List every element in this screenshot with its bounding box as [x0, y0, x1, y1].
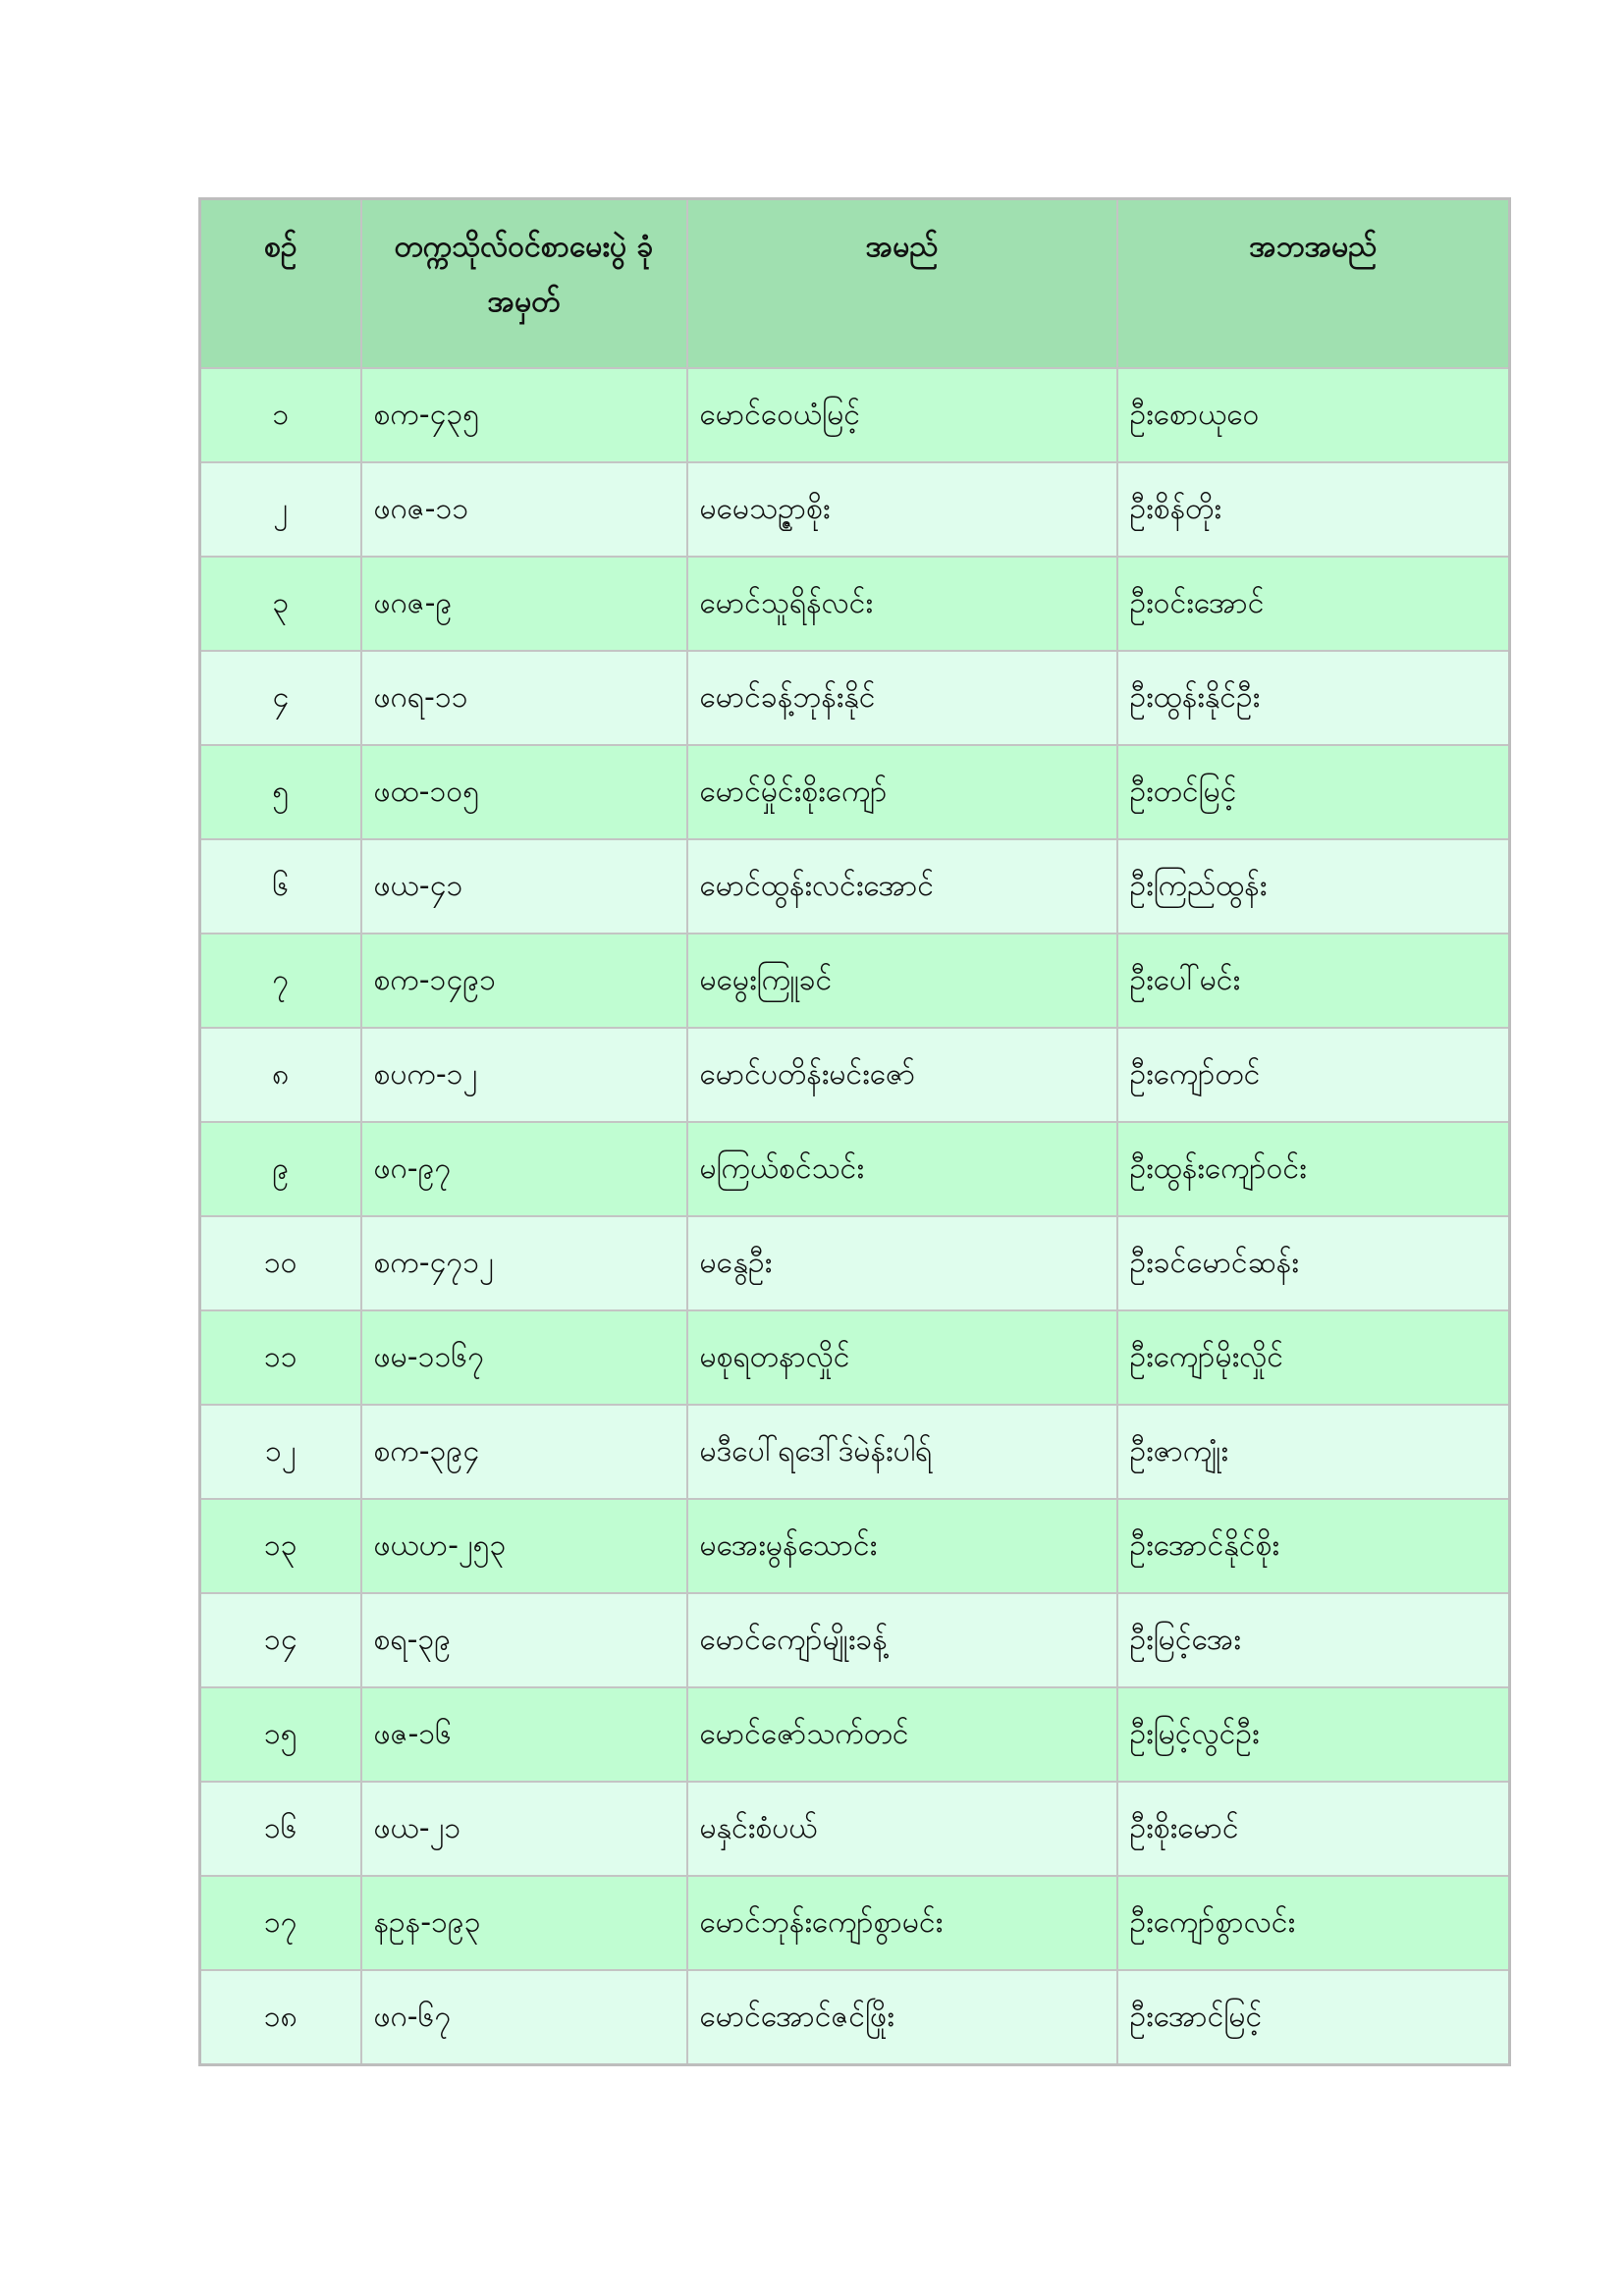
table-row — [200, 1876, 1510, 1970]
table-row — [200, 462, 1510, 557]
serial-number-cell: ၁၈ — [200, 1970, 361, 2065]
father-name-cell: ဦးတင်မြင့် — [1117, 745, 1510, 839]
table-row — [200, 557, 1510, 651]
name-cell: မစုရတနာလှိုင် — [687, 1310, 1117, 1405]
name-cell: မမေသဥ္ဇာစိုး — [687, 462, 1117, 557]
serial-number-cell: ၆ — [200, 839, 361, 934]
header-father-name: အဘအမည် — [1117, 199, 1510, 369]
results-table — [198, 197, 1511, 2066]
name-cell: မောင်အောင်ဇင်ဖြိုး — [687, 1970, 1117, 2065]
father-name-cell: ဦးစိန်တိုး — [1117, 462, 1510, 557]
table-row — [200, 1122, 1510, 1216]
table-row — [200, 1310, 1510, 1405]
table-row — [200, 651, 1510, 745]
serial-number-cell: ၇ — [200, 934, 361, 1028]
table-row — [200, 1782, 1510, 1876]
table-row — [200, 839, 1510, 934]
serial-number-cell: ၁၃ — [200, 1499, 361, 1593]
roll-number-cell: ဖဂ-၉၇ — [361, 1122, 687, 1216]
table-row — [200, 1499, 1510, 1593]
father-name-cell: ဦးပေါ်မင်း — [1117, 934, 1510, 1028]
name-cell: မောင်ဘုန်းကျော်စွာမင်း — [687, 1876, 1117, 1970]
father-name-cell: ဦးဝင်းအောင် — [1117, 557, 1510, 651]
serial-number-cell: ၁၁ — [200, 1310, 361, 1405]
father-name-cell: ဦးမြင့်လွင်ဦး — [1117, 1687, 1510, 1782]
name-cell: မောင်ဇော်သက်တင် — [687, 1687, 1117, 1782]
name-cell: မဒီပေါ်ရဒေါ်ဒ်မဲန်းပါရ် — [687, 1405, 1117, 1499]
roll-number-cell: ဖဂ-၆၇ — [361, 1970, 687, 2065]
father-name-cell: ဦးဇာကျုံး — [1117, 1405, 1510, 1499]
serial-number-cell: ၁၄ — [200, 1593, 361, 1687]
serial-number-cell: ၁၇ — [200, 1876, 361, 1970]
name-cell: မအေးမွန်သောင်း — [687, 1499, 1117, 1593]
table-row — [200, 1028, 1510, 1122]
roll-number-cell: ဖထ-၁၀၅ — [361, 745, 687, 839]
header-name: အမည် — [687, 199, 1117, 369]
serial-number-cell: ၄ — [200, 651, 361, 745]
serial-number-cell: ၅ — [200, 745, 361, 839]
serial-number-cell: ၁၅ — [200, 1687, 361, 1782]
father-name-cell: ဦးကြည်ထွန်း — [1117, 839, 1510, 934]
serial-number-cell: ၂ — [200, 462, 361, 557]
name-cell: မောင်ထွန်းလင်းအောင် — [687, 839, 1117, 934]
father-name-cell: ဦးကျော်စွာလင်း — [1117, 1876, 1510, 1970]
father-name-cell: ဦးကျော်မိုးလှိုင် — [1117, 1310, 1510, 1405]
roll-number-cell: နဥန-၁၉၃ — [361, 1876, 687, 1970]
roll-number-cell: ဖယ-၂၁ — [361, 1782, 687, 1876]
table-row — [200, 745, 1510, 839]
table-row — [200, 368, 1510, 462]
roll-number-cell: ဖဂဇ-၉ — [361, 557, 687, 651]
father-name-cell: ဦးစိုးမောင် — [1117, 1782, 1510, 1876]
serial-number-cell: ၁၂ — [200, 1405, 361, 1499]
serial-number-cell: ၉ — [200, 1122, 361, 1216]
table-row — [200, 1593, 1510, 1687]
roll-number-cell: စက-၁၄၉၁ — [361, 934, 687, 1028]
name-cell: မမွေးကြူခင် — [687, 934, 1117, 1028]
father-name-cell: ဦးအောင်နိုင်စိုး — [1117, 1499, 1510, 1593]
table-body — [200, 368, 1510, 2065]
name-cell: မကြယ်စင်သင်း — [687, 1122, 1117, 1216]
table-header — [200, 199, 1510, 369]
name-cell: မောင်မှိုင်းစိုးကျော် — [687, 745, 1117, 839]
serial-number-cell: ၁၆ — [200, 1782, 361, 1876]
serial-number-cell: ၈ — [200, 1028, 361, 1122]
father-name-cell: ဦးမြင့်အေး — [1117, 1593, 1510, 1687]
table-row — [200, 1687, 1510, 1782]
name-cell: မောင်ကျော်မျိုးခန့် — [687, 1593, 1117, 1687]
name-cell: မောင်သူရိန်လင်း — [687, 557, 1117, 651]
father-name-cell: ဦးထွန်းနိုင်ဦး — [1117, 651, 1510, 745]
name-cell: မနွေဦး — [687, 1216, 1117, 1310]
name-cell: မောင်ခန့်ဘုန်းနိုင် — [687, 651, 1117, 745]
roll-number-cell: ဖမ-၁၁၆၇ — [361, 1310, 687, 1405]
father-name-cell: ဦးခင်မောင်ဆန်း — [1117, 1216, 1510, 1310]
serial-number-cell: ၃ — [200, 557, 361, 651]
roll-number-cell: ဖဂဇ-၁၁ — [361, 462, 687, 557]
table-row — [200, 1216, 1510, 1310]
header-row — [200, 199, 1510, 369]
roll-number-cell: စက-၃၉၄ — [361, 1405, 687, 1499]
table-row — [200, 1970, 1510, 2065]
father-name-cell: ဦးကျော်တင် — [1117, 1028, 1510, 1122]
father-name-cell: ဦးအောင်မြင့် — [1117, 1970, 1510, 2065]
table-row — [200, 1405, 1510, 1499]
serial-number-cell: ၁၀ — [200, 1216, 361, 1310]
roll-number-cell: ဖယဟ-၂၅၃ — [361, 1499, 687, 1593]
name-cell: မနှင်းစံပယ် — [687, 1782, 1117, 1876]
roll-number-cell: စက-၄၃၅ — [361, 368, 687, 462]
results-sheet — [198, 197, 1508, 2066]
name-cell: မောင်ဝေယံမြင့် — [687, 368, 1117, 462]
name-cell: မောင်ပတိန်းမင်းဇော် — [687, 1028, 1117, 1122]
table-row — [200, 934, 1510, 1028]
father-name-cell: ဦးစောယုဝေ — [1117, 368, 1510, 462]
roll-number-cell: စက-၄၇၁၂ — [361, 1216, 687, 1310]
header-serial-number: စဉ် — [200, 199, 361, 369]
serial-number-cell: ၁ — [200, 368, 361, 462]
roll-number-cell: ဖဂရ-၁၁ — [361, 651, 687, 745]
roll-number-cell: စပက-၁၂ — [361, 1028, 687, 1122]
header-exam-roll-number: တက္ကသိုလ်ဝင်စာမေးပွဲ ခုံအမှတ် — [361, 199, 687, 369]
roll-number-cell: စရ-၃၉ — [361, 1593, 687, 1687]
roll-number-cell: ဖဇ-၁၆ — [361, 1687, 687, 1782]
roll-number-cell: ဖယ-၄၁ — [361, 839, 687, 934]
father-name-cell: ဦးထွန်းကျော်ဝင်း — [1117, 1122, 1510, 1216]
